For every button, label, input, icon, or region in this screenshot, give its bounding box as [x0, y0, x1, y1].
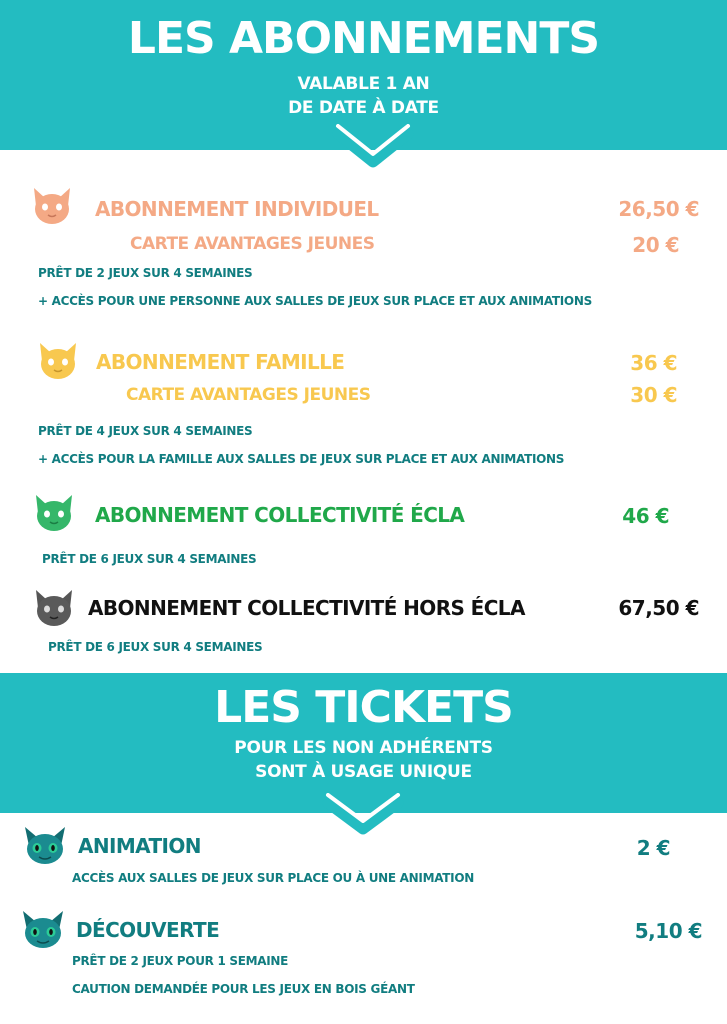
ticket-animation-title: ANIMATION: [78, 834, 201, 858]
tickets-banner: [0, 673, 727, 813]
ticket-decouverte-line1: PRÊT DE 2 JEUX POUR 1 SEMAINE: [72, 954, 289, 968]
header-subtitle-line1: VALABLE 1 AN: [297, 74, 430, 94]
tickets-subtitle-line2: SONT À USAGE UNIQUE: [255, 762, 472, 782]
subscription-individuel-price: 26,50 €: [618, 197, 699, 221]
subscription-ecla-price: 46 €: [622, 504, 669, 528]
tickets-subtitle-line1: POUR LES NON ADHÉRENTS: [234, 738, 493, 758]
subscription-individuel-line1: PRÊT DE 2 JEUX SUR 4 SEMAINES: [38, 266, 253, 280]
subscription-individuel-title: ABONNEMENT INDIVIDUEL: [95, 197, 379, 221]
header-subtitle-line2: DE DATE À DATE: [288, 98, 439, 118]
dragon-icon: [22, 824, 68, 870]
chevron-down-icon: [330, 124, 416, 174]
orange-cat-icon: [30, 184, 74, 230]
grey-cat-icon: [32, 586, 76, 632]
green-cat-icon: [32, 491, 76, 537]
subscription-ecla-line1: PRÊT DE 6 JEUX SUR 4 SEMAINES: [42, 552, 257, 566]
ticket-decouverte-title: DÉCOUVERTE: [76, 918, 220, 942]
yellow-cat-icon: [36, 339, 80, 385]
subscription-individuel-subtitle: CARTE AVANTAGES JEUNES: [130, 234, 375, 254]
ticket-animation-line1: ACCÈS AUX SALLES DE JEUX SUR PLACE OU À UNE ANIMATION: [72, 871, 474, 885]
subscription-famille-price: 36 €: [630, 351, 677, 375]
tickets-title: LES TICKETS: [214, 682, 513, 733]
page-title: LES ABONNEMENTS: [127, 13, 600, 64]
subscription-famille-subprice: 30 €: [630, 383, 677, 407]
subscription-famille-line1: PRÊT DE 4 JEUX SUR 4 SEMAINES: [38, 424, 253, 438]
subscription-hors-ecla-title: ABONNEMENT COLLECTIVITÉ HORS ÉCLA: [88, 596, 525, 620]
subscription-individuel-subprice: 20 €: [632, 233, 679, 257]
ticket-decouverte-line2: CAUTION DEMANDÉE POUR LES JEUX EN BOIS GÉANT: [72, 982, 415, 996]
subscription-famille-subtitle: CARTE AVANTAGES JEUNES: [126, 385, 371, 405]
ticket-animation-price: 2 €: [636, 836, 670, 860]
subscription-hors-ecla-price: 67,50 €: [618, 596, 699, 620]
subscription-individuel-line2: + ACCÈS POUR UNE PERSONNE AUX SALLES DE JEUX SUR PLACE ET AUX ANIMATIONS: [38, 294, 592, 308]
chevron-down-icon: [320, 793, 406, 839]
subscription-ecla-title: ABONNEMENT COLLECTIVITÉ ÉCLA: [95, 503, 465, 527]
dragon-icon: [20, 908, 66, 954]
subscription-hors-ecla-line1: PRÊT DE 6 JEUX SUR 4 SEMAINES: [48, 640, 263, 654]
ticket-decouverte-price: 5,10 €: [634, 919, 702, 943]
subscription-famille-title: ABONNEMENT FAMILLE: [96, 350, 345, 374]
subscription-famille-line2: + ACCÈS POUR LA FAMILLE AUX SALLES DE JEUX SUR PLACE ET AUX ANIMATIONS: [38, 452, 565, 466]
